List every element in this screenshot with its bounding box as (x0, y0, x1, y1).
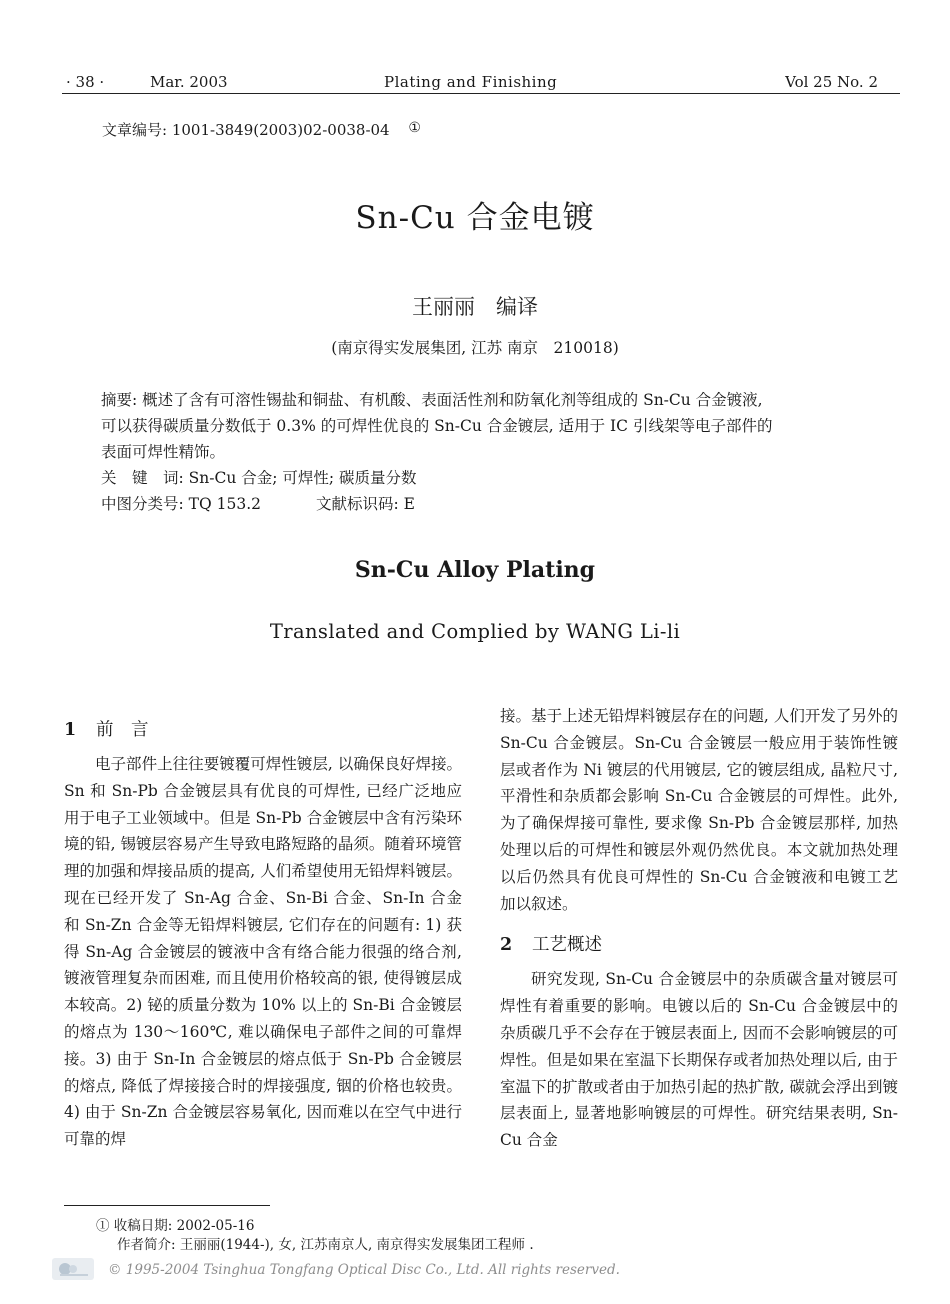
paragraph-process: 研究发现, Sn-Cu 合金镀层中的杂质碳含量对镀层可焊性有着重要的影响。电镀以后的 Sn-Cu 合金镀层中的杂质碳几乎不会存在于镀层表面上, 因而不会影响镀层的可焊性。但是如果在室温下长期保存或者加热处理以后, 由于室温下的扩散或者由于加热引起的热扩散, 碳就会浮出到镀层表面上, 显著地影响镀层的可焊性。研究结果表明, Sn-Cu 合金 (500, 970, 898, 1150)
abstract-line: 表面可焊性精饰。 (101, 443, 226, 461)
abstract-line: 可以获得碳质量分数低于 0.3% 的可焊性优良的 Sn-Cu 合金镀层, 适用于 IC 引线架等电子部件的 (101, 417, 773, 435)
section-heading-2 (500, 931, 898, 956)
page-number: · 38 · (66, 73, 105, 91)
section-number: 1 (64, 720, 77, 740)
affiliation-cn: (南京得实发展集团, 江苏 南京 210018) (331, 339, 619, 357)
author-en: Translated and Complied by WANG Li-li (269, 620, 681, 643)
section-title: 工艺概述 (532, 935, 602, 956)
footnote-rule (64, 1205, 270, 1206)
journal-name: Plating and Finishing (384, 73, 558, 91)
issue-date: Mar. 2003 (150, 73, 228, 91)
left-column (64, 716, 462, 1153)
abstract (101, 387, 881, 517)
header-rule (62, 93, 900, 94)
article-number-label: 文章编号: 1001-3849(2003)02-0038-04 (102, 121, 390, 139)
title-cn: Sn-Cu 合金电镀 (355, 200, 595, 236)
footnote-received-date: ① 收稿日期: 2002-05-16 (96, 1218, 255, 1234)
paragraph-intro: 电子部件上往往要镀覆可焊性镀层, 以确保良好焊接。Sn 和 Sn-Pb 合金镀层具有优良的可焊性, 已经广泛地应用于电子工业领域中。但是 Sn-Pb 合金镀层中含有污染环境的铅, 锡镀层容易产生导致电路短路的晶须。随着环境管理的加强和焊接品质的提高, 人们希望使用无铅焊料镀层。现在已经开发了 Sn-Ag 合金、Sn-Bi 合金、Sn-In 合金和 Sn-Zn 合金等无铅焊料镀层, 它们存在的问题有: 1) 获得 Sn-Ag 合金镀层的镀液中含有络合能力很强的络合剂, 镀液管理复杂而困难, 而且使用价格较高的银, 使得镀层成本较高。2) 铋的质量分数为 10% 以上的 Sn-Bi 合金镀层的熔点为 130～160℃, 难以确保电子部件之间的可靠焊接。3) 由于 Sn-In 合金镀层的熔点低于 Sn-Pb 合金镀层的熔点, 降低了焊接接合时的焊接强度, 铟的价格也较贵。4) 由于 Sn-Zn 合金镀层容易氧化, 因而难以在空气中进行可靠的焊 (64, 755, 462, 1149)
document-code: 文献标识码: E (315, 495, 415, 513)
abstract-line: 摘要: 概述了含有可溶性锡盐和铜盐、有机酸、表面活性剂和防氧化剂等组成的 Sn-Cu 合金镀液, (101, 391, 763, 409)
author-cn: 王丽丽 编译 (412, 295, 538, 319)
section-title: 前 言 (96, 720, 149, 740)
volume-number: Vol 25 No. 2 (785, 73, 878, 91)
paragraph-intro-continued: 接。基于上述无铅焊料镀层存在的问题, 人们开发了另外的 Sn-Cu 合金镀层。Sn-Cu 合金镀层一般应用于装饰性镀层或者作为 Ni 镀层的代用镀层, 它的镀层组成, 晶粒尺寸, 平滑性和杂质都会影响 Sn-Cu 合金镀层的可焊性。此外, 为了确保焊接可靠性, 要求像 Sn-Pb 合金镀层那样, 加热处理以后的可焊性和镀层外观仍然优良。本文就加热处理以后仍然具有优良可焊性的 Sn-Cu 合金镀液和电镀工艺加以叙述。 (500, 707, 898, 913)
footnote-author-bio: 作者简介: 王丽丽(1944-), 女, 江苏南京人, 南京得实发展集团工程师 . (117, 1237, 534, 1253)
right-column (500, 703, 898, 1154)
publisher-logo (52, 1258, 94, 1280)
classification-line (101, 491, 881, 517)
title-en: Sn-Cu Alloy Plating (354, 557, 596, 583)
logo-icon (52, 1258, 94, 1280)
copyright-notice: © 1995-2004 Tsinghua Tongfang Optical Disc Co., Ltd. All rights reserved. (108, 1262, 620, 1278)
section-heading-1 (64, 716, 462, 741)
keywords: 关 键 词: Sn-Cu 合金; 可焊性; 碳质量分数 (101, 469, 417, 487)
section-number: 2 (500, 935, 513, 956)
footnote-marker: ① (408, 120, 421, 136)
clc-number: 中图分类号: TQ 153.2 (101, 495, 261, 513)
footnote (96, 1217, 534, 1255)
article-number (102, 119, 421, 140)
